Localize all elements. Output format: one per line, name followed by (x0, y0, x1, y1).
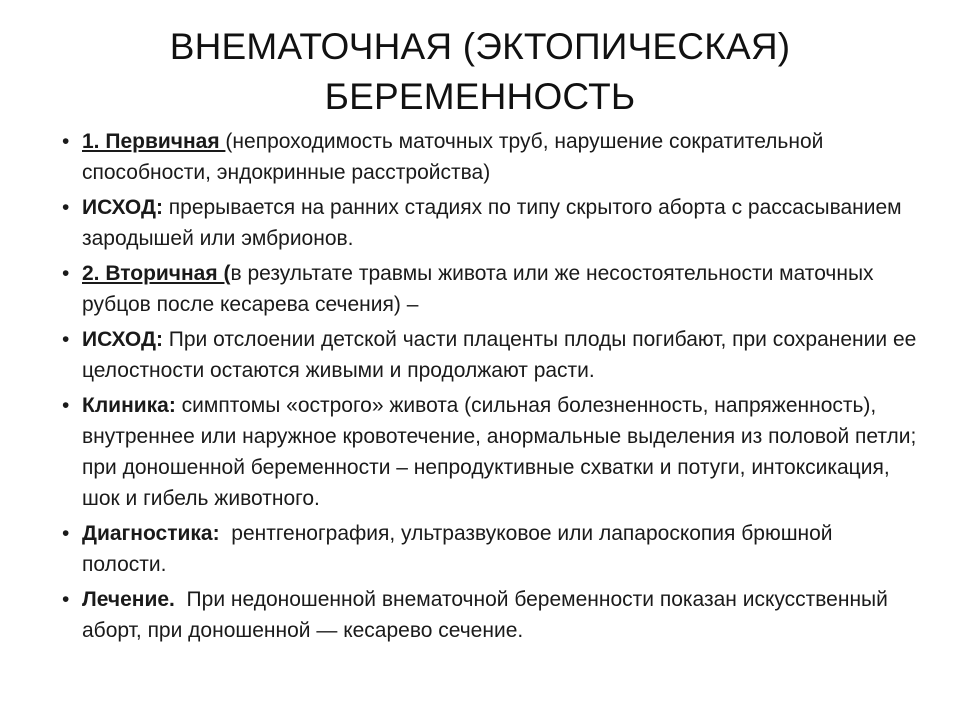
bullet-text: прерывается на ранних стадиях по типу скрытого аборта с рассасыванием зародышей или эмбрионов. (82, 196, 902, 250)
bullet-text: При недоношенной внематочной беременности показан искусственный аборт, при доношенной — кесарево сечение. (82, 588, 894, 642)
bullet-item-diagnostics (62, 518, 922, 580)
bullet-item-primary (62, 126, 922, 188)
bullet-term: Диагностика: (82, 522, 220, 545)
title-line-2: БЕРЕМЕННОСТЬ (324, 76, 636, 117)
bullet-text: При отслоении детской части плаценты плоды погибают, при сохранении ее целостности остаются живыми и продолжают расти. (82, 328, 917, 382)
bullet-icon: • (62, 328, 70, 351)
bullet-term: 2. Вторичная ( (82, 262, 231, 285)
slide-title (120, 22, 840, 122)
bullet-item-outcome-1 (62, 192, 922, 254)
bullet-item-outcome-2 (62, 324, 922, 386)
bullet-list (62, 126, 922, 650)
bullet-term: Клиника: (82, 394, 176, 417)
title-line-1: ВНЕМАТОЧНАЯ (ЭКТОПИЧЕСКАЯ) (169, 26, 791, 67)
bullet-item-clinic (62, 390, 922, 514)
bullet-icon: • (62, 130, 70, 153)
bullet-term: ИСХОД: (82, 328, 163, 351)
bullet-item-secondary (62, 258, 922, 320)
bullet-icon: • (62, 262, 70, 285)
bullet-icon: • (62, 522, 70, 545)
bullet-text: рентгенография, ультразвуковое или лапароскопия брюшной полости. (82, 522, 839, 576)
bullet-term: ИСХОД: (82, 196, 163, 219)
bullet-text: симптомы «острого» живота (сильная болезненность, напряженность), внутреннее или наружное кровотечение, анормальные выделения из половой петли; при доношенной беременности – непродуктивные схватки и потуги, интоксикация, шок и гибель животного. (82, 394, 917, 510)
bullet-term: 1. Первичная (82, 130, 226, 153)
bullet-item-treatment (62, 584, 922, 646)
bullet-term: Лечение. (82, 588, 175, 611)
bullet-icon: • (62, 588, 70, 611)
bullet-icon: • (62, 196, 70, 219)
bullet-text: (непроходимость маточных труб, нарушение сократительной способности, эндокринные расстройства) (82, 130, 824, 184)
bullet-icon: • (62, 394, 70, 417)
bullet-text: в результате травмы живота или же несостоятельности маточных рубцов после кесарева сечения) – (82, 262, 874, 316)
